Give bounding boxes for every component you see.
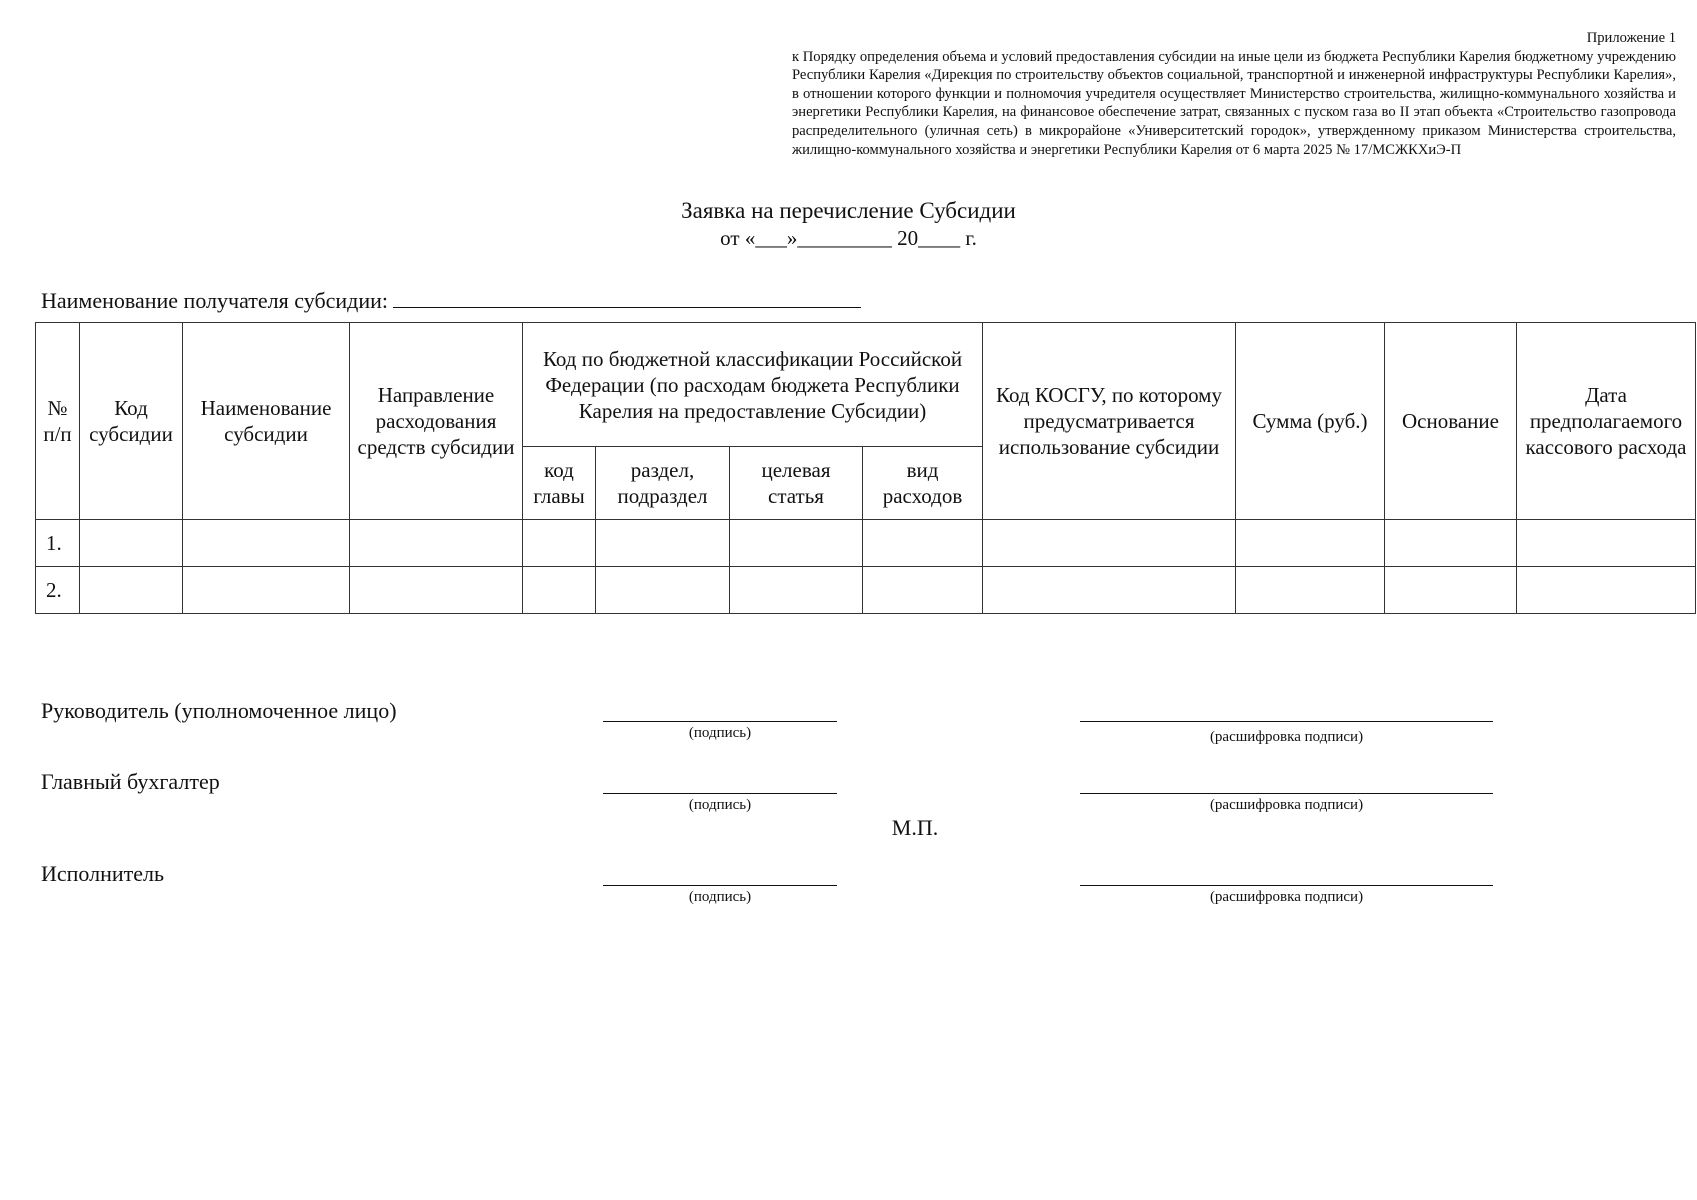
table-cell[interactable] [863, 520, 983, 567]
table-cell[interactable] [1385, 567, 1517, 614]
header-subsidy-name: Наименование субсидии [183, 323, 350, 520]
head-signature-caption: (подпись) [688, 725, 752, 741]
table-cell[interactable] [183, 567, 350, 614]
accountant-decoding-caption: (расшифровка подписи) [1209, 797, 1364, 813]
appendix-title: Приложение 1 [1586, 30, 1676, 46]
header-num: № п/п [36, 323, 80, 520]
header-expense-date: Дата предполагаемого кассового расхода [1517, 323, 1696, 520]
table-cell[interactable] [983, 520, 1236, 567]
head-signature-label: Руководитель (уполномоченное лицо) [41, 698, 397, 723]
recipient-row [41, 287, 861, 314]
table-cell[interactable] [183, 520, 350, 567]
table-cell[interactable] [523, 567, 596, 614]
accountant-signature-line[interactable] [603, 793, 837, 794]
executor-decoding-caption: (расшифровка подписи) [1209, 889, 1364, 905]
table-cell[interactable] [730, 520, 863, 567]
executor-decoding-line[interactable] [1080, 885, 1493, 886]
head-decoding-caption: (расшифровка подписи) [1209, 729, 1364, 745]
header-basis: Основание [1385, 323, 1517, 520]
table-cell[interactable] [596, 520, 730, 567]
table-cell[interactable] [1236, 567, 1385, 614]
stamp-place: М.П. [891, 815, 939, 840]
executor-signature-line[interactable] [603, 885, 837, 886]
accountant-decoding-line[interactable] [1080, 793, 1493, 794]
header-amount: Сумма (руб.) [1236, 323, 1385, 520]
table-cell[interactable] [596, 567, 730, 614]
row-number: 2. [36, 567, 80, 614]
document-title: Заявка на перечисление Субсидии [681, 198, 1016, 223]
table-cell[interactable] [523, 520, 596, 567]
appendix-note [792, 29, 1676, 159]
table-cell[interactable] [1236, 520, 1385, 567]
executor-signature-caption: (подпись) [688, 889, 752, 905]
recipient-blank-field[interactable] [393, 287, 861, 308]
header-section: раздел, подраздел [596, 447, 730, 520]
header-spending-direction: Направление расходования средств субсидии [350, 323, 523, 520]
table-row [36, 520, 1696, 567]
document-date-line: от «___»_________ 20____ г. [720, 226, 977, 250]
table-cell[interactable] [730, 567, 863, 614]
header-subsidy-code: Код субсидии [80, 323, 183, 520]
table-cell[interactable] [1385, 520, 1517, 567]
head-decoding-line[interactable] [1080, 721, 1493, 722]
header-chapter-code: код главы [523, 447, 596, 520]
table-cell[interactable] [1517, 520, 1696, 567]
executor-signature-label: Исполнитель [41, 861, 165, 886]
table-cell[interactable] [80, 567, 183, 614]
header-kosgu-code: Код КОСГУ, по которому предусматривается использование субсидии [983, 323, 1236, 520]
header-target-article: целевая статья [730, 447, 863, 520]
header-budget-classification: Код по бюджетной классификации Российской Федерации (по расходам бюджета Республики Карелия на предоставление Субсидии) [523, 323, 983, 447]
table-cell[interactable] [983, 567, 1236, 614]
head-signature-line[interactable] [603, 721, 837, 722]
appendix-text: к Порядку определения объема и условий предоставления субсидии на иные цели из бюджета Республики Карелия бюджетному учреждению Республики Карелия «Дирекция по строительству объектов социальной, транспортной и инженерной инфраструктуры Республики Карелия», в отношении которого функции и полномочия учредителя осуществляет Министерство строительства, жилищно-коммунального хозяйства и энергетики Республики Карелия, на финансовое обеспечение затрат, связанных с пуском газа во II этап объекта «Строительство газопровода распределительного (уличная сеть) в микрорайоне «Университетский городок», утвержденному приказом Министерства строительства, жилищно-коммунального хозяйства и энергетики Республики Карелия от 6 марта 2025 № 17/МСЖКХиЭ-П [792, 48, 1676, 158]
table-cell[interactable] [863, 567, 983, 614]
subsidy-table [35, 322, 1696, 614]
table-cell[interactable] [350, 520, 523, 567]
accountant-signature-caption: (подпись) [688, 797, 752, 813]
table-row [36, 567, 1696, 614]
table-cell[interactable] [350, 567, 523, 614]
accountant-signature-label: Главный бухгалтер [41, 769, 220, 794]
row-number: 1. [36, 520, 80, 567]
table-cell[interactable] [80, 520, 183, 567]
table-cell[interactable] [1517, 567, 1696, 614]
header-expense-type: вид расходов [863, 447, 983, 520]
recipient-label: Наименование получателя субсидии: [41, 288, 389, 313]
